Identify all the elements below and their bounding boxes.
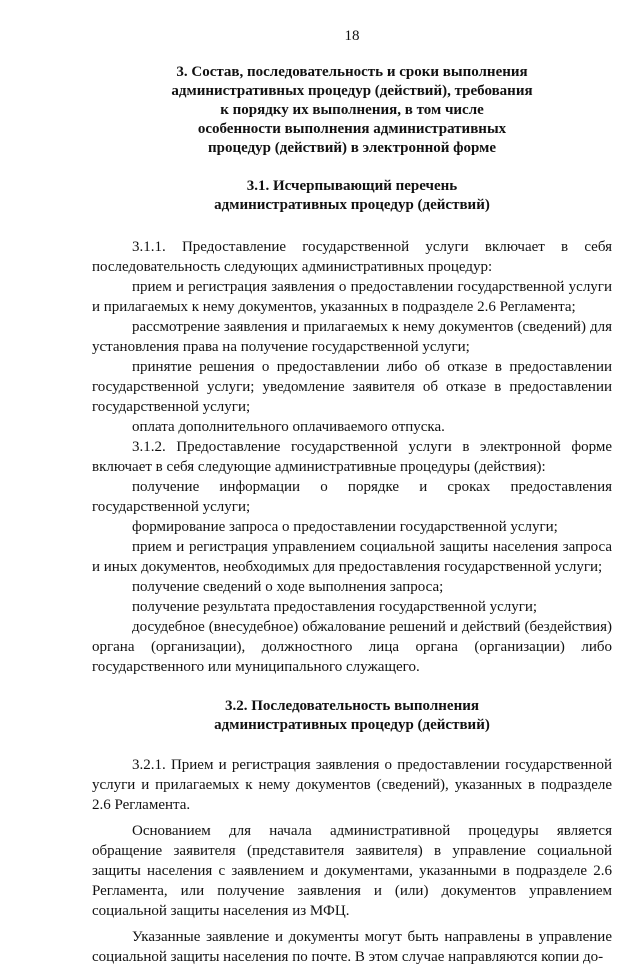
paragraph: 3.1.2. Предоставление государственной услуги в электронной форме включает в себя следующие административные процедуры (действия): <box>92 439 612 475</box>
paragraph: рассмотрение заявления и прилагаемых к нему документов (сведений) для установления права на получение государственной услуги; <box>92 319 612 355</box>
heading-line: процедур (действий) в электронной форме <box>207 140 497 156</box>
paragraph: получение информации о порядке и сроках предоставления государственной услуги; <box>92 479 612 515</box>
paragraph: 3.2.1. Прием и регистрация заявления о предоставлении государственной услуги и прилагаемых к нему документов (сведений), указанных в подразделе 2.6 Регламента. <box>92 757 612 813</box>
paragraph: принятие решения о предоставлении либо об отказе в предоставлении государственной услуги; уведомление заявителя об отказе в предоставлении государственной услуги; <box>92 359 612 415</box>
section-3-2-heading <box>92 697 612 735</box>
paragraph: формирование запроса о предоставлении государственной услуги; <box>132 519 558 535</box>
heading-line: к порядку их выполнения, в том числе <box>220 102 484 118</box>
paragraph: досудебное (внесудебное) обжалование решений и действий (бездействия) органа (организации), должностного лица органа (организации) либо государственного или муниципального служащего. <box>92 619 612 675</box>
paragraph: получение сведений о ходе выполнения запроса; <box>132 579 444 595</box>
paragraph: прием и регистрация заявления о предоставлении государственной услуги и прилагаемых к нему документов, указанных в подразделе 2.6 Регламента; <box>92 279 612 315</box>
heading-line: административных процедур (действий), требования <box>171 83 533 99</box>
paragraph: получение результата предоставления государственной услуги; <box>132 599 538 615</box>
paragraph: прием и регистрация управлением социальной защиты населения запроса и иных документов, необходимых для предоставления государственной услуги; <box>92 539 612 575</box>
section-3-heading <box>92 63 612 158</box>
section-3-2-body <box>92 755 612 967</box>
spacer <box>92 677 612 697</box>
heading-line: административных процедур (действий) <box>214 717 490 733</box>
page-number: 18 <box>344 28 360 44</box>
heading-line: 3. Состав, последовательность и сроки выполнения <box>176 64 528 80</box>
heading-line: особенности выполнения административных <box>197 121 507 137</box>
section-3-1-body <box>92 237 612 677</box>
heading-line: 3.1. Исчерпывающий перечень <box>246 178 458 194</box>
section-3-1-heading <box>92 177 612 215</box>
paragraph: Указанные заявление и документы могут быть направлены в управление социальной защиты населения по почте. В этом случае направляются копии до- <box>92 929 612 965</box>
paragraph: Основанием для начала административной процедуры является обращение заявителя (представителя заявителя) в управление социальной защиты населения с заявлением и документами, указанными в подразделе 2.6 Регламента, или получение заявления и (или) документов управлением социальной защиты населения из МФЦ. <box>92 823 612 919</box>
paragraph: 3.1.1. Предоставление государственной услуги включает в себя последовательность следующих административных процедур: <box>92 239 612 275</box>
paragraph: оплата дополнительного оплачиваемого отпуска. <box>132 419 445 435</box>
heading-line: административных процедур (действий) <box>214 197 490 213</box>
heading-line: 3.2. Последовательность выполнения <box>225 698 479 714</box>
